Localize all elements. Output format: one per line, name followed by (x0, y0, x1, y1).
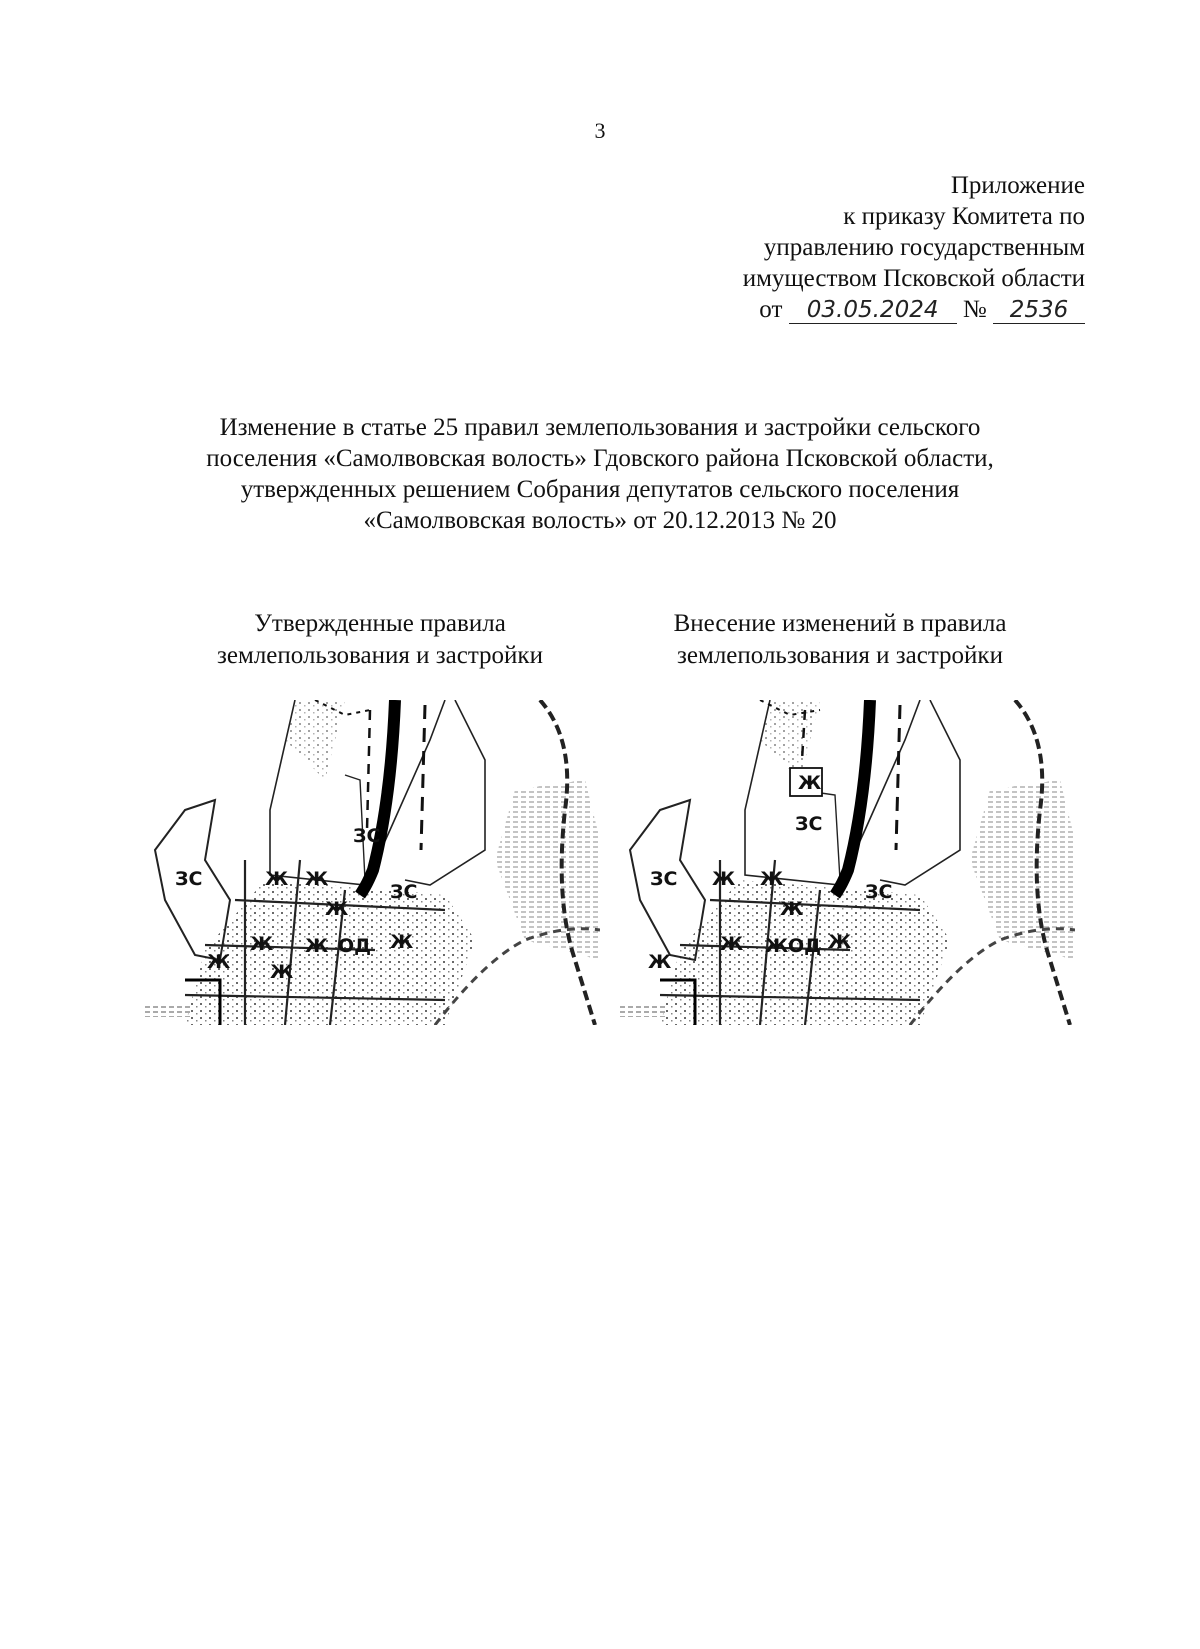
order-line (665, 294, 1085, 325)
zone-label-zs: ЗС (390, 881, 418, 903)
zone-label-zh: Ж (390, 931, 414, 953)
zone-label-od: ОД (338, 935, 372, 957)
appendix-line-2: к приказу Комитета по (843, 203, 1085, 230)
proposed-zoning-map (620, 700, 1075, 1025)
number-label: № (962, 296, 987, 323)
handwritten-number: 2536 (993, 297, 1085, 324)
title-line-3: утвержденных решением Собрания депутатов сельского поселения (240, 476, 960, 503)
zone-label-zs: ЗС (353, 825, 381, 847)
appendix-block (665, 170, 1085, 325)
zone-label-zh: Ж (250, 933, 274, 955)
zone-label-zh: Ж (712, 868, 736, 890)
zone-label-zh: Ж (305, 935, 329, 957)
zone-label-zs: ЗС (650, 868, 678, 890)
zone-label-zh-new: Ж (798, 772, 822, 794)
zone-label-zs: ЗС (865, 881, 893, 903)
hatched-area (495, 780, 600, 960)
zone-label-od: ОД (788, 935, 822, 957)
document-title (130, 412, 1070, 536)
right-column-heading (625, 608, 1055, 672)
zone-label-zs: ЗС (795, 813, 823, 835)
zone-label-zh: Ж (828, 931, 852, 953)
title-line-1: Изменение в статье 25 правил землепользования и застройки сельского (219, 414, 981, 441)
zone-label-zh: Ж (325, 898, 349, 920)
zone-label-zh: Ж (780, 898, 804, 920)
page-number: 3 (594, 118, 606, 143)
main-road (360, 700, 395, 895)
handwritten-date: 03.05.2024 (789, 297, 957, 324)
zone-label-zh: Ж (720, 933, 744, 955)
title-line-4: «Самолвовская волость» от 20.12.2013 № 20 (363, 507, 837, 534)
left-column-heading (165, 608, 595, 672)
from-label: от (759, 296, 783, 323)
zone-label-zh: Ж (265, 868, 289, 890)
proposed-map-svg (620, 700, 1075, 1025)
zone-label-zh: Ж (270, 961, 294, 983)
zone-label-zh: Ж (760, 868, 784, 890)
zone-label-zh: Ж (648, 951, 672, 973)
title-line-2: поселения «Самолвовская волость» Гдовского района Псковской области, (206, 445, 994, 472)
appendix-line-3: управлению государственным (763, 234, 1085, 261)
right-heading-line-2: землепользования и застройки (677, 642, 1003, 669)
appendix-line-1: Приложение (950, 172, 1085, 199)
zone-label-zs: ЗС (175, 868, 203, 890)
zone-label-zh: Ж (305, 868, 329, 890)
approved-zoning-map (145, 700, 600, 1025)
left-heading-line-2: землепользования и застройки (217, 642, 543, 669)
appendix-line-4: имуществом Псковской области (742, 265, 1085, 292)
approved-map-svg (145, 700, 600, 1025)
zone-label-zh: Ж (207, 951, 231, 973)
zone-label-zh: Ж (765, 935, 789, 957)
right-heading-line-1: Внесение изменений в правила (673, 610, 1007, 637)
left-heading-line-1: Утвержденные правила (254, 610, 506, 637)
